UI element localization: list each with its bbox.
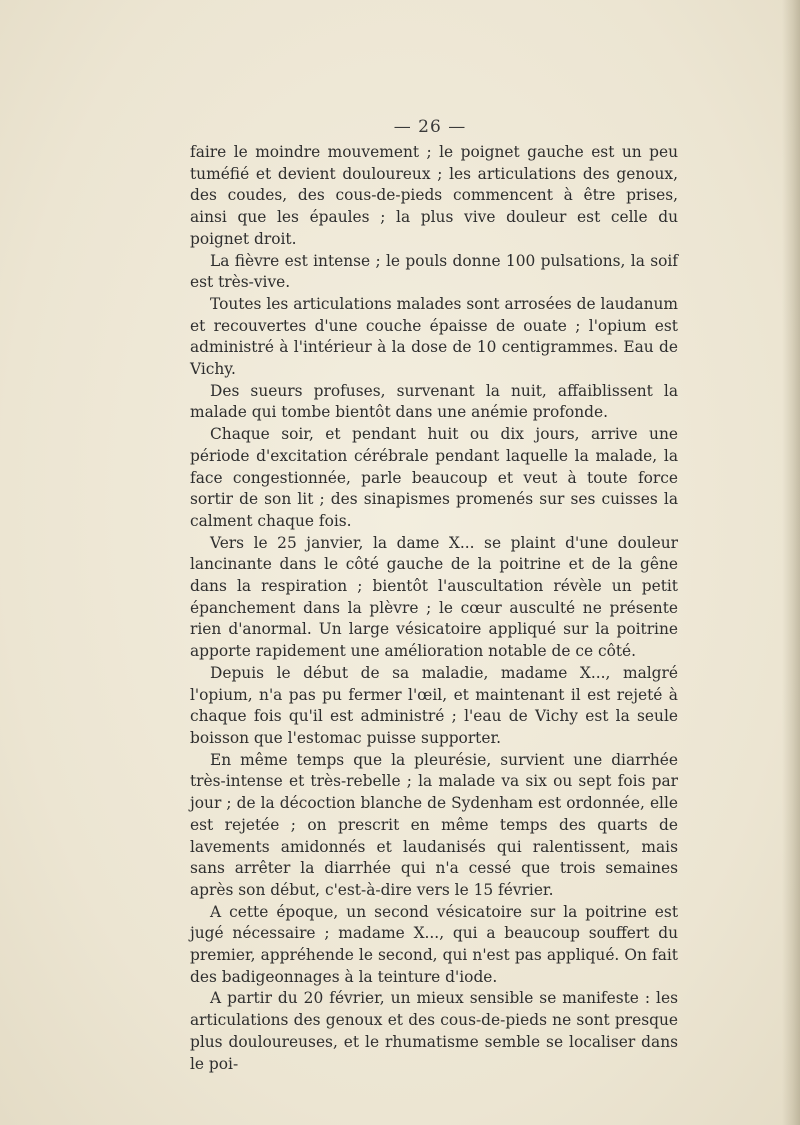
paragraph-5: Chaque soir, et pendant huit ou dix jours, arrive une période d'excitation cérébrale pendant laquelle la malade, la face congestionnée, parle beaucoup et veut à toute force sortir de son lit ; des sinapismes promenés sur ses cuisses la calment chaque fois.	[190, 425, 678, 530]
paragraph-10: A partir du 20 février, un mieux sensible se manifeste : les articulations des genoux et des cous-de-pieds ne sont presque plus douloureuses, et le rhumatisme semble se localiser dans le poi-	[190, 989, 678, 1073]
paragraph-8: En même temps que la pleurésie, survient une diarrhée très-intense et très-rebelle ; la malade va six ou sept fois par jour ; de la décoction blanche de Sydenham est ordonnée, elle est rejetée ; on prescrit en même temps des quarts de lavements amidonnés et laudanisés qui ralentissent, mais sans arrêter la diarrhée qui n'a cessé que trois semaines après son début, c'est-à-dire vers le 15 février.	[190, 750, 678, 899]
paragraph-1: faire le moindre mouvement ; le poignet gauche est un peu tuméfié et devient douloureux ; les articulations des genoux, des coudes, des cous-de-pieds commencent à être prises, ainsi que les épaules ; la plus vive douleur est celle du poignet droit.	[190, 143, 678, 248]
page-number: — 26 —	[393, 117, 467, 137]
paragraph-2: La fièvre est intense ; le pouls donne 100 pulsations, la soif est très-vive.	[190, 251, 678, 292]
paragraph-6: Vers le 25 janvier, la dame X... se plaint d'une douleur lancinante dans le côté gauche de la poitrine et de la gêne dans la respiration ; bientôt l'auscultation révèle un petit épanchement dans la plèvre ; le cœur ausculté ne présente rien d'anormal. Un large vésicatoire appliqué sur la poitrine apporte rapidement une amélioration notable de ce côté.	[190, 533, 678, 661]
paragraph-7: Depuis le début de sa maladie, madame X..., malgré l'opium, n'a pas pu fermer l'œil, et maintenant il est rejeté à chaque fois qu'il est administré ; l'eau de Vichy est la seule boisson que l'estomac puisse supporter.	[190, 663, 678, 747]
paragraph-4: Des sueurs profuses, survenant la nuit, affaiblissent la malade qui tombe bientôt dans une anémie profonde.	[190, 381, 678, 422]
paragraph-3: Toutes les articulations malades sont arrosées de laudanum et recouvertes d'une couche épaisse de ouate ; l'opium est administré à l'intérieur à la dose de 10 centigrammes. Eau de Vichy.	[190, 294, 678, 379]
page-edge-shadow	[782, 0, 800, 1125]
paragraph-9: A cette époque, un second vésicatoire sur la poitrine est jugé nécessaire ; madame X..., qui a beaucoup souffert du premier, appréhende le second, qui n'est pas appliqué. On fait des badigeonnages à la teinture d'iode.	[190, 902, 678, 986]
body-text	[190, 142, 678, 1075]
